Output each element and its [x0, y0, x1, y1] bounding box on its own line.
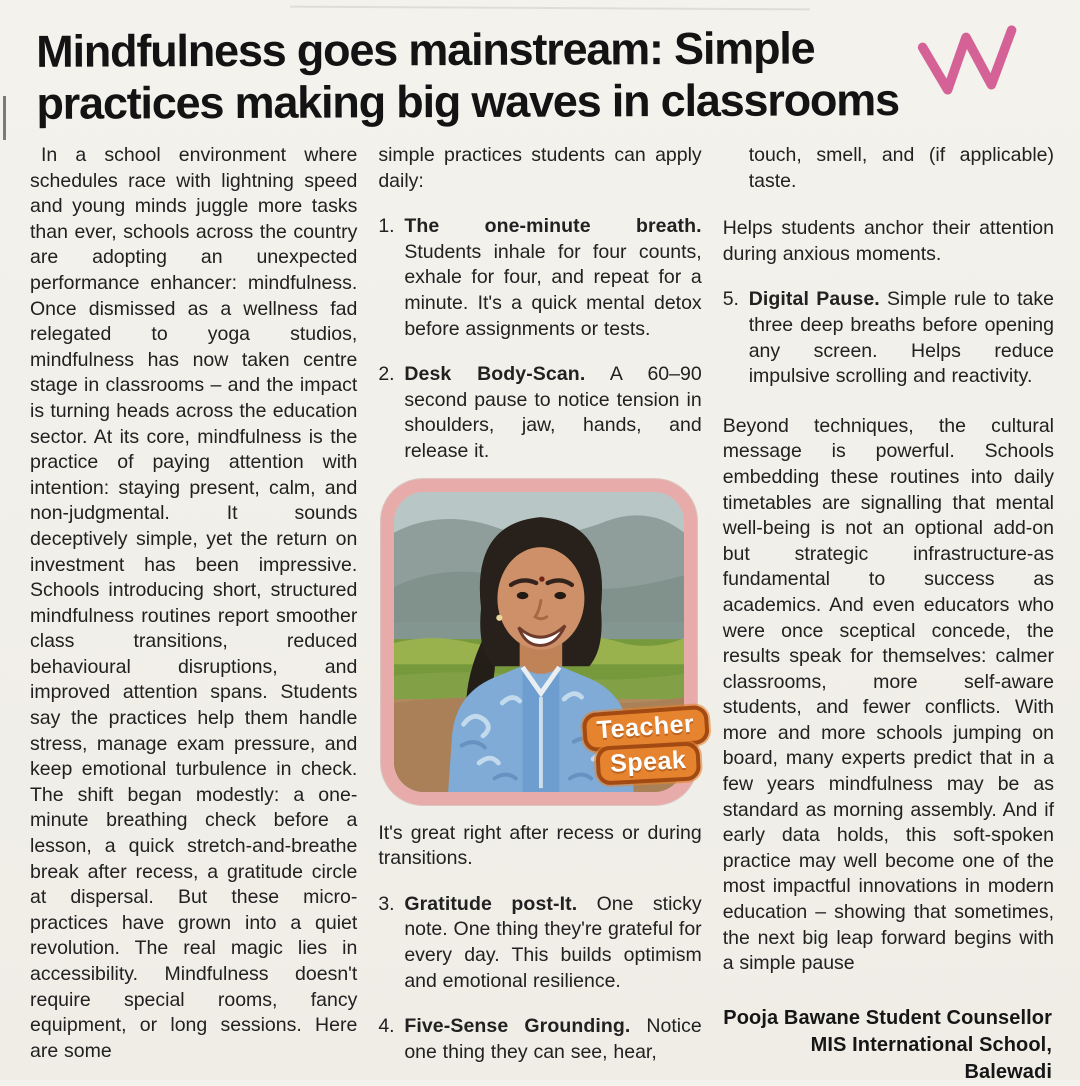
practice-item-4	[378, 1014, 701, 1065]
practice-text	[404, 214, 701, 342]
photo-note: It's great right after recess or during transitions.	[378, 821, 702, 870]
practice-body: Notice one thing they can see, hear,	[404, 1015, 702, 1063]
practice-item-2	[378, 362, 701, 464]
practice-title: Desk Body-Scan.	[404, 363, 586, 386]
practice-title: The one-minute breath.	[404, 215, 702, 238]
practice-title: Digital Pause.	[748, 288, 880, 311]
practice-text	[749, 287, 1054, 389]
article-columns	[0, 130, 1080, 1086]
byline-school: MIS International School,	[810, 1033, 1052, 1056]
practice-body: One sticky note. One thing they're grateful for every day. This builds optimism and emotional resilience.	[404, 892, 702, 992]
column-2	[378, 143, 701, 1086]
practice-text	[404, 362, 701, 464]
byline-location: Balewadi	[964, 1060, 1052, 1083]
practice-number: 4.	[378, 1015, 395, 1038]
practice-item-3	[378, 892, 701, 994]
practice-text	[404, 892, 701, 994]
practices-intro: simple practices students can apply daily:	[378, 144, 702, 192]
practice-body: A 60–90 second pause to notice tension in shoulders, jaw, hands, and release it.	[404, 363, 702, 462]
closing-paragraph: Beyond techniques, the cultural message is powerful. Schools embedding these routines into daily timetables are signalling that mental well-being is not an optional add-on but strategic infrastructure-as fundamental to success as academics. And even educators who were once sceptical concede, the results speak for themselves: calmer classrooms, more self-aware students, and fewer conflicts. With more and more schools jumping on board, many experts predict that in a few years mindfulness may be as standard as morning assembly. And if early data holds, this soft-spoken practice may well become one of the most impactful innovations in modern education – showing that sometimes, the next big leap forward begins with a simple pause	[722, 414, 1054, 975]
practice-number: 1.	[378, 215, 395, 238]
badge-line-2: Speak	[595, 741, 701, 785]
practice-body: Simple rule to take three deep breaths before opening any screen. Helps reduce impulsive scrolling and reactivity.	[748, 288, 1054, 388]
practice-item-1	[378, 214, 701, 342]
practice-number: 5.	[722, 288, 739, 311]
practice-number: 2.	[378, 363, 395, 386]
grounding-note: Helps students anchor their attention during anxious moments.	[722, 217, 1054, 265]
byline	[723, 1005, 1054, 1086]
column-3	[723, 143, 1054, 1086]
headline-line-1: Mindfulness goes mainstream: Simple	[36, 22, 815, 77]
pink-zigzag-doodle-icon	[913, 20, 1031, 111]
practice-number: 3.	[378, 892, 395, 915]
practice-item-5	[723, 287, 1054, 389]
practice-4-continuation: touch, smell, and (if applicable) taste.	[748, 144, 1054, 192]
practice-title: Gratitude post-It.	[404, 892, 578, 915]
practice-text	[404, 1014, 701, 1065]
badge-line-1: Teacher	[581, 704, 709, 752]
headline-line-2: practices making big waves in classrooms	[36, 74, 899, 129]
byline-author: Pooja Bawane Student Counsellor	[723, 1006, 1052, 1029]
article-headline	[0, 0, 1037, 130]
column-1	[30, 143, 357, 1086]
teacher-speak-badge	[581, 704, 711, 787]
teacher-photo	[381, 479, 697, 805]
lead-paragraph: In a school environment where schedules race with lightning speed and young minds juggle more tasks than ever, schools across the country are adopting an unexpected performance enhancer: mindfulness. Once dismissed as a wellness fad relegated to yoga studios, mindfulness has now taken centre stage in classrooms – and the impact is turning heads across the education sector. At its core, mindfulness is the practice of paying attention with intention: staying present, calm, and non-judgmental. It sounds deceptively simple, yet the return on investment has been impressive. Schools introducing short, structured mindfulness routines report smoother class transitions, reduced behavioural disruptions, and improved attention spans. Students say the practices help them handle stress, manage exam pressure, and keep emotional turbulence in check. The shift began modestly: a one-minute breathing check before a lesson, a quick stretch-and-breathe break after recess, a gratitude circle at dispersal. But these micro-practices have grown into a quiet revolution. The real magic lies in accessibility. Mindfulness doesn't require special rooms, fancy equipment, or long sessions. Here are some	[30, 144, 358, 1062]
practice-body: Students inhale for four counts, exhale for four, and repeat for a minute. It's a quick mental detox before assignments or tests.	[404, 240, 702, 340]
practice-title: Five-Sense Grounding.	[404, 1015, 631, 1038]
